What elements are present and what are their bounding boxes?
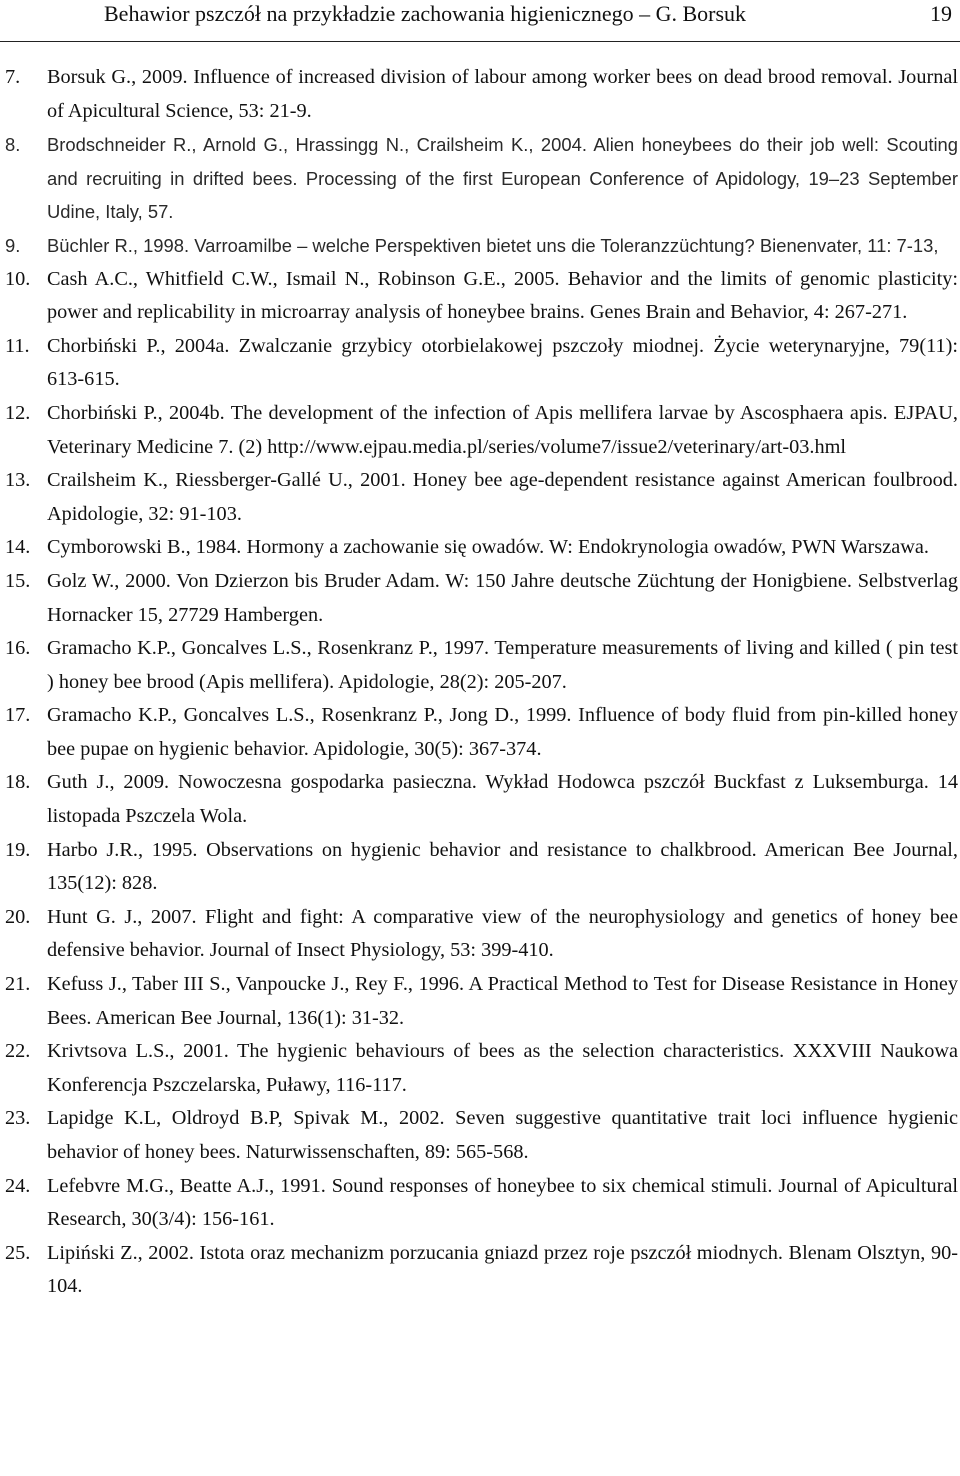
reference-text: Büchler R., 1998. Varroamilbe – welche Perspektiven bietet uns die Toleranzzüchtung? Bienenvater, 11: 7-13,: [47, 234, 939, 256]
reference-number: 25.: [5, 1241, 31, 1264]
reference-number: 21.: [5, 973, 31, 996]
reference-text: Krivtsova L.S., 2001. The hygienic behaviours of bees as the selection characteristics. XXXVIII Naukowa Konferencja Pszczelarska, Puławy, 116-117.: [47, 1040, 958, 1096]
running-header-title: Behawior pszczół na przykładzie zachowania higienicznego – G. Borsuk: [104, 1, 747, 26]
reference-text: Borsuk G., 2009. Influence of increased division of labour among worker bees on dead brood removal. Journal of Apicultural Science, 53: 21-9.: [47, 66, 958, 122]
reference-text: Lipiński Z., 2002. Istota oraz mechanizm porzucania gniazd przez roje pszczół miodnych. Blenam Olsztyn, 90-104.: [47, 1241, 958, 1298]
reference-number: 11.: [5, 334, 30, 357]
reference-item: [0, 565, 960, 632]
reference-text: Lefebvre M.G., Beatte A.J., 1991. Sound responses of honeybee to six chemical stimuli. Journal of Apicultural Research, 30(3/4): 156-161.: [47, 1174, 958, 1231]
reference-item: [0, 229, 960, 263]
reference-text: Cash A.C., Whitfield C.W., Ismail N., Robinson G.E., 2005. Behavior and the limits of genomic plasticity: power and replicability in microarray analysis of honeybee brains. Genes Brain and Behavior, 4: 267-271.: [47, 267, 958, 324]
reference-number: 23.: [5, 1107, 31, 1130]
reference-number: 22.: [5, 1040, 31, 1063]
reference-item: [0, 531, 960, 565]
reference-text: Gramacho K.P., Goncalves L.S., Rosenkranz P., 1997. Temperature measurements of living and killed ( pin test ) honey bee brood (Apis mellifera). Apidologie, 28(2): 205-207.: [47, 637, 958, 693]
page-number: 19: [930, 1, 952, 26]
reference-number: 12.: [5, 401, 31, 424]
reference-number: 10.: [5, 267, 31, 290]
reference-text: Lapidge K.L, Oldroyd B.P, Spivak M., 2002. Seven suggestive quantitative trait loci influence hygienic behavior of honey bees. Naturwissenschaften, 89: 565-568.: [47, 1107, 958, 1163]
reference-number: 19.: [5, 838, 31, 861]
reference-text: Crailsheim K., Riessberger-Gallé U., 2001. Honey bee age-dependent resistance against American foulbrood. Apidologie, 32: 91-103.: [47, 469, 958, 525]
reference-list: [0, 61, 960, 1304]
reference-number: 16.: [5, 637, 31, 660]
reference-number: 17.: [5, 704, 31, 727]
reference-item: [0, 1035, 960, 1102]
reference-number: 8.: [5, 134, 21, 156]
reference-number: 18.: [5, 771, 31, 794]
reference-item: [0, 397, 960, 464]
reference-item: [0, 1170, 960, 1237]
reference-item: [0, 330, 960, 397]
reference-item: [0, 699, 960, 766]
reference-number: 15.: [5, 569, 31, 592]
reference-item: [0, 968, 960, 1035]
reference-number: 13.: [5, 469, 31, 492]
reference-text: Gramacho K.P., Goncalves L.S., Rosenkranz P., Jong D., 1999. Influence of body fluid from pin-killed honey bee pupae on hygienic behavior. Apidologie, 30(5): 367-374.: [47, 704, 958, 760]
reference-text: Cymborowski B., 1984. Hormony a zachowanie się owadów. W: Endokrynologia owadów, PWN Warszawa.: [47, 536, 929, 559]
reference-text: Brodschneider R., Arnold G., Hrassingg N., Crailsheim K., 2004. Alien honeybees do their job well: Scouting and recruiting in drifted bees. Processing of the first European Conference of Apidology, 19–23 September Udine, Italy, 57.: [47, 134, 958, 223]
reference-item: [0, 901, 960, 968]
reference-item: [0, 464, 960, 531]
reference-text: Harbo J.R., 1995. Observations on hygienic behavior and resistance to chalkbrood. American Bee Journal, 135(12): 828.: [47, 838, 958, 895]
reference-text: Chorbiński P., 2004a. Zwalczanie grzybicy otorbielakowej pszczoły miodnej. Życie weterynaryjne, 79(11): 613-615.: [47, 334, 958, 391]
reference-number: 14.: [5, 536, 31, 559]
reference-item: [0, 128, 960, 229]
reference-text: Golz W., 2000. Von Dzierzon bis Bruder Adam. W: 150 Jahre deutsche Züchtung der Honigbiene. Selbstverlag Hornacker 15, 27729 Hambergen.: [47, 569, 958, 626]
reference-number: 24.: [5, 1174, 31, 1197]
reference-text: Kefuss J., Taber III S., Vanpoucke J., Rey F., 1996. A Practical Method to Test for Disease Resistance in Honey Bees. American Bee Journal, 136(1): 31-32.: [47, 973, 958, 1029]
reference-text: Chorbiński P., 2004b. The development of the infection of Apis mellifera larvae by Ascosphaera apis. EJPAU, Veterinary Medicine 7. (2) http://www.ejpau.media.pl/series/volume7/issue2/veterinary/art-03.hml: [47, 401, 958, 458]
reference-text: Hunt G. J., 2007. Flight and fight: A comparative view of the neurophysiology and genetics of honey bee defensive behavior. Journal of Insect Physiology, 53: 399-410.: [47, 905, 958, 962]
running-header: [0, 0, 960, 42]
reference-number: 9.: [5, 234, 21, 256]
reference-text: Guth J., 2009. Nowoczesna gospodarka pasieczna. Wykład Hodowca pszczół Buckfast z Luksemburga. 14 listopada Pszczela Wola.: [47, 771, 958, 828]
reference-item: [0, 834, 960, 901]
reference-number: 7.: [5, 66, 21, 88]
reference-item: [0, 263, 960, 330]
reference-number: 20.: [5, 905, 31, 928]
reference-item: [0, 61, 960, 128]
reference-item: [0, 1102, 960, 1169]
reference-item: [0, 632, 960, 699]
reference-item: [0, 1237, 960, 1304]
reference-item: [0, 766, 960, 833]
